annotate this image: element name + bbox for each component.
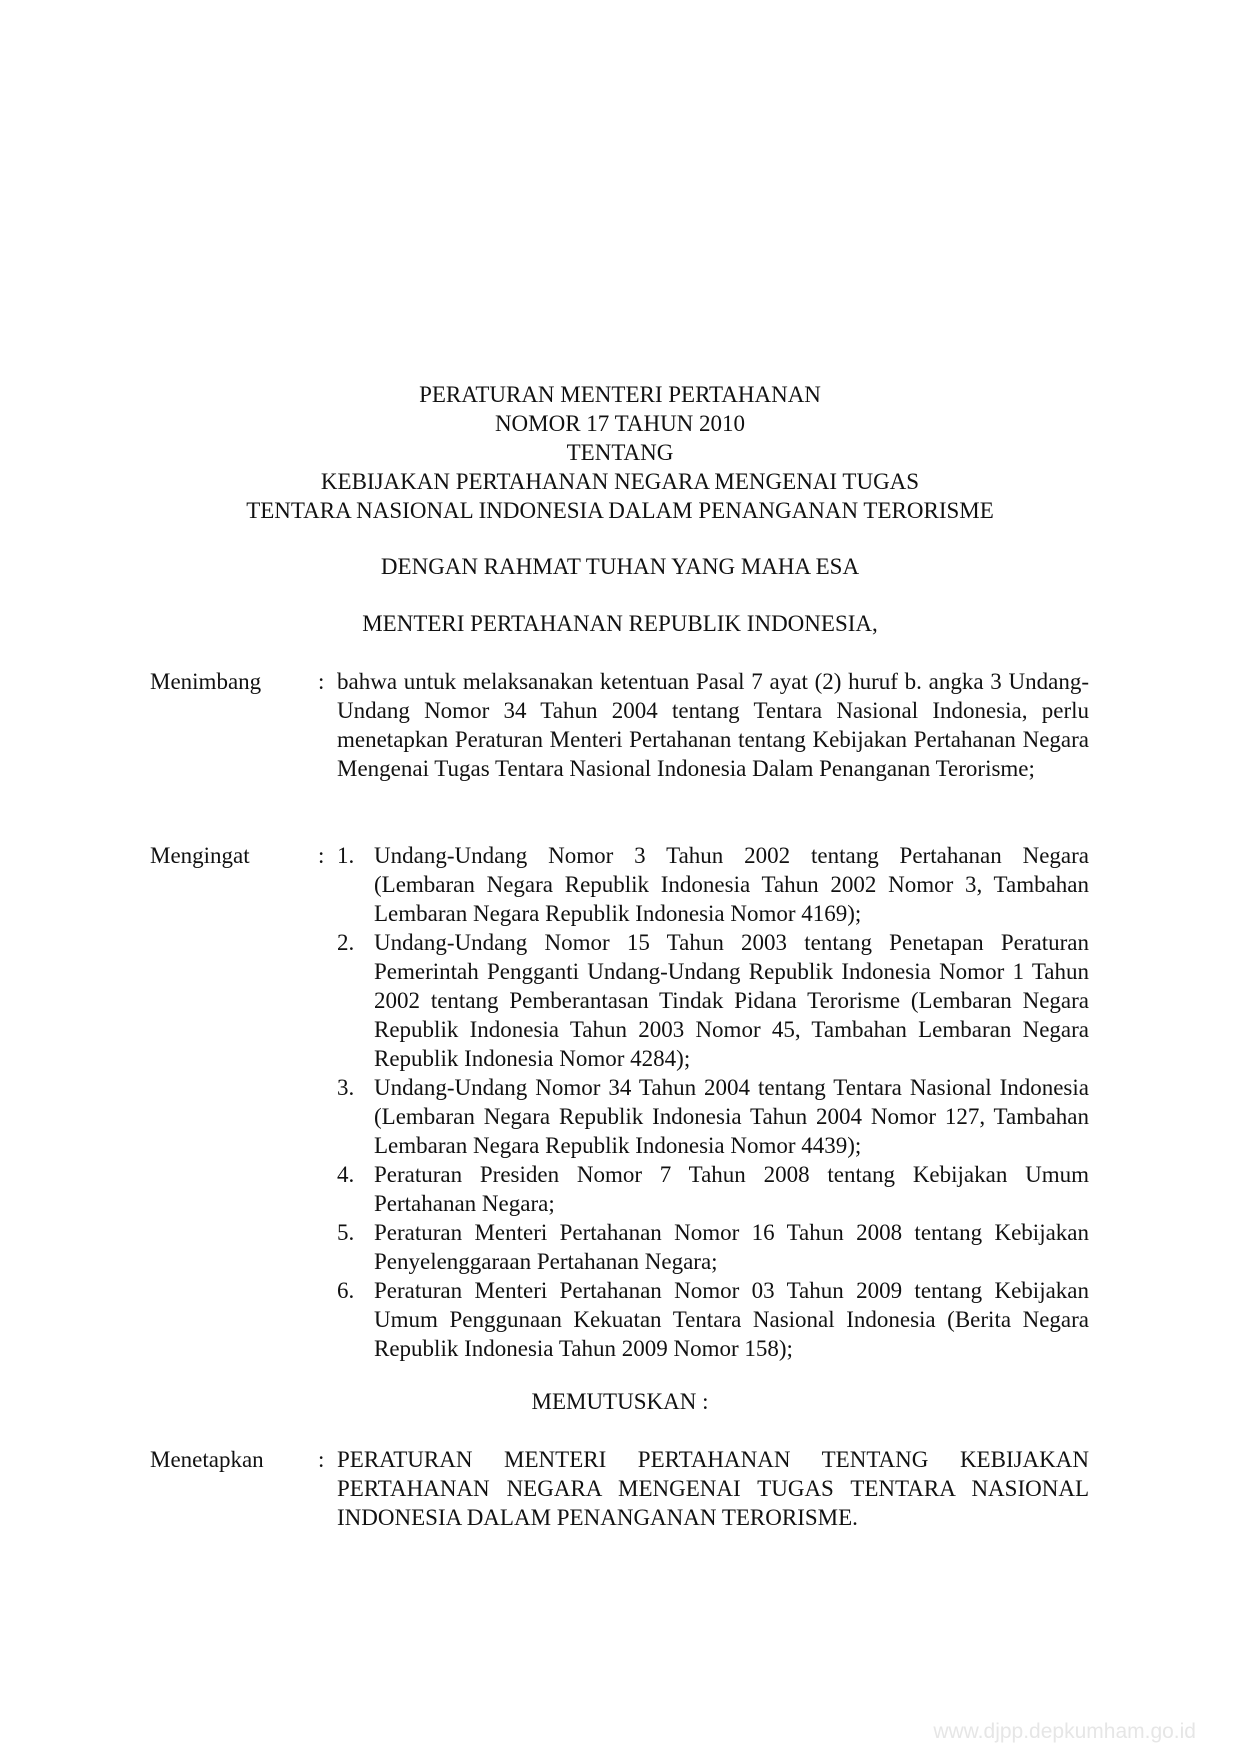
list-item-number: 6. <box>337 1278 355 1303</box>
header-line-subject-1: KEBIJAKAN PERTAHANAN NEGARA MENGENAI TUGAS <box>320 469 920 494</box>
watermark: www.djpp.depkumham.go.id <box>933 1720 1196 1743</box>
list-item-number: 4. <box>337 1162 355 1187</box>
list-item-text: Peraturan Presiden Nomor 7 Tahun 2008 tentang Kebijakan Umum Pertahanan Negara; <box>374 1162 1089 1216</box>
regulation-header <box>0 380 1240 525</box>
list-item-text: Undang-Undang Nomor 15 Tahun 2003 tentang Penetapan Peraturan Pemerintah Pengganti Undang-Undang Republik Indonesia Nomor 1 Tahun 2002 tentang Pemberantasan Tindak Pidana Terorisme (Lembaran Negara Republik Indonesia Tahun 2003 Nomor 45, Tambahan Lembaran Negara Republik Indonesia Nomor 4284); <box>374 930 1089 1071</box>
list-item-number: 2. <box>337 930 355 955</box>
mengingat-colon: : <box>318 843 325 868</box>
mengingat-label: Mengingat <box>150 843 250 868</box>
menetapkan-colon: : <box>318 1447 325 1472</box>
header-line-number: NOMOR 17 TAHUN 2010 <box>494 411 746 436</box>
list-item-number: 5. <box>337 1220 355 1245</box>
mengingat-list <box>337 841 1089 1363</box>
list-item <box>337 1160 1089 1218</box>
list-item-number: 1. <box>337 843 355 868</box>
invocation: DENGAN RAHMAT TUHAN YANG MAHA ESA <box>380 554 860 579</box>
menimbang-label: Menimbang <box>150 669 262 694</box>
list-item-text: Undang-Undang Nomor 34 Tahun 2004 tentang Tentara Nasional Indonesia (Lembaran Negara Republik Indonesia Tahun 2004 Nomor 127, Tambahan Lembaran Negara Republik Indonesia Nomor 4439); <box>374 1075 1089 1158</box>
menetapkan-text: PERATURAN MENTERI PERTAHANAN TENTANG KEBIJAKAN PERTAHANAN NEGARA MENGENAI TUGAS TENTARA NASIONAL INDONESIA DALAM PENANGANAN TERORISME. <box>337 1447 1089 1530</box>
menimbang-colon: : <box>318 669 325 694</box>
list-item-text: Peraturan Menteri Pertahanan Nomor 16 Tahun 2008 tentang Kebijakan Penyelenggaraan Pertahanan Negara; <box>374 1220 1089 1274</box>
list-item <box>337 928 1089 1073</box>
list-item <box>337 1276 1089 1363</box>
issuer: MENTERI PERTAHANAN REPUBLIK INDONESIA, <box>362 611 878 636</box>
header-line-tentang: TENTANG <box>566 440 674 465</box>
menetapkan-label: Menetapkan <box>150 1447 264 1472</box>
header-line-subject-2: TENTARA NASIONAL INDONESIA DALAM PENANGANAN TERORISME <box>246 498 994 523</box>
list-item-number: 3. <box>337 1075 355 1100</box>
memutuskan-heading: MEMUTUSKAN : <box>531 1389 709 1414</box>
list-item-text: Peraturan Menteri Pertahanan Nomor 03 Tahun 2009 tentang Kebijakan Umum Penggunaan Kekuatan Tentara Nasional Indonesia (Berita Negara Republik Indonesia Tahun 2009 Nomor 158); <box>374 1278 1089 1361</box>
list-item <box>337 1218 1089 1276</box>
list-item <box>337 841 1089 928</box>
header-line-title: PERATURAN MENTERI PERTAHANAN <box>419 382 821 407</box>
menimbang-text: bahwa untuk melaksanakan ketentuan Pasal 7 ayat (2) huruf b. angka 3 Undang-Undang Nomor 34 Tahun 2004 tentang Tentara Nasional Indonesia, perlu menetapkan Peraturan Menteri Pertahanan tentang Kebijakan Pertahanan Negara Mengenai Tugas Tentara Nasional Indonesia Dalam Penanganan Terorisme; <box>337 669 1089 781</box>
list-item-text: Undang-Undang Nomor 3 Tahun 2002 tentang Pertahanan Negara (Lembaran Negara Republik Indonesia Tahun 2002 Nomor 3, Tambahan Lembaran Negara Republik Indonesia Nomor 4169); <box>374 843 1089 926</box>
list-item <box>337 1073 1089 1160</box>
